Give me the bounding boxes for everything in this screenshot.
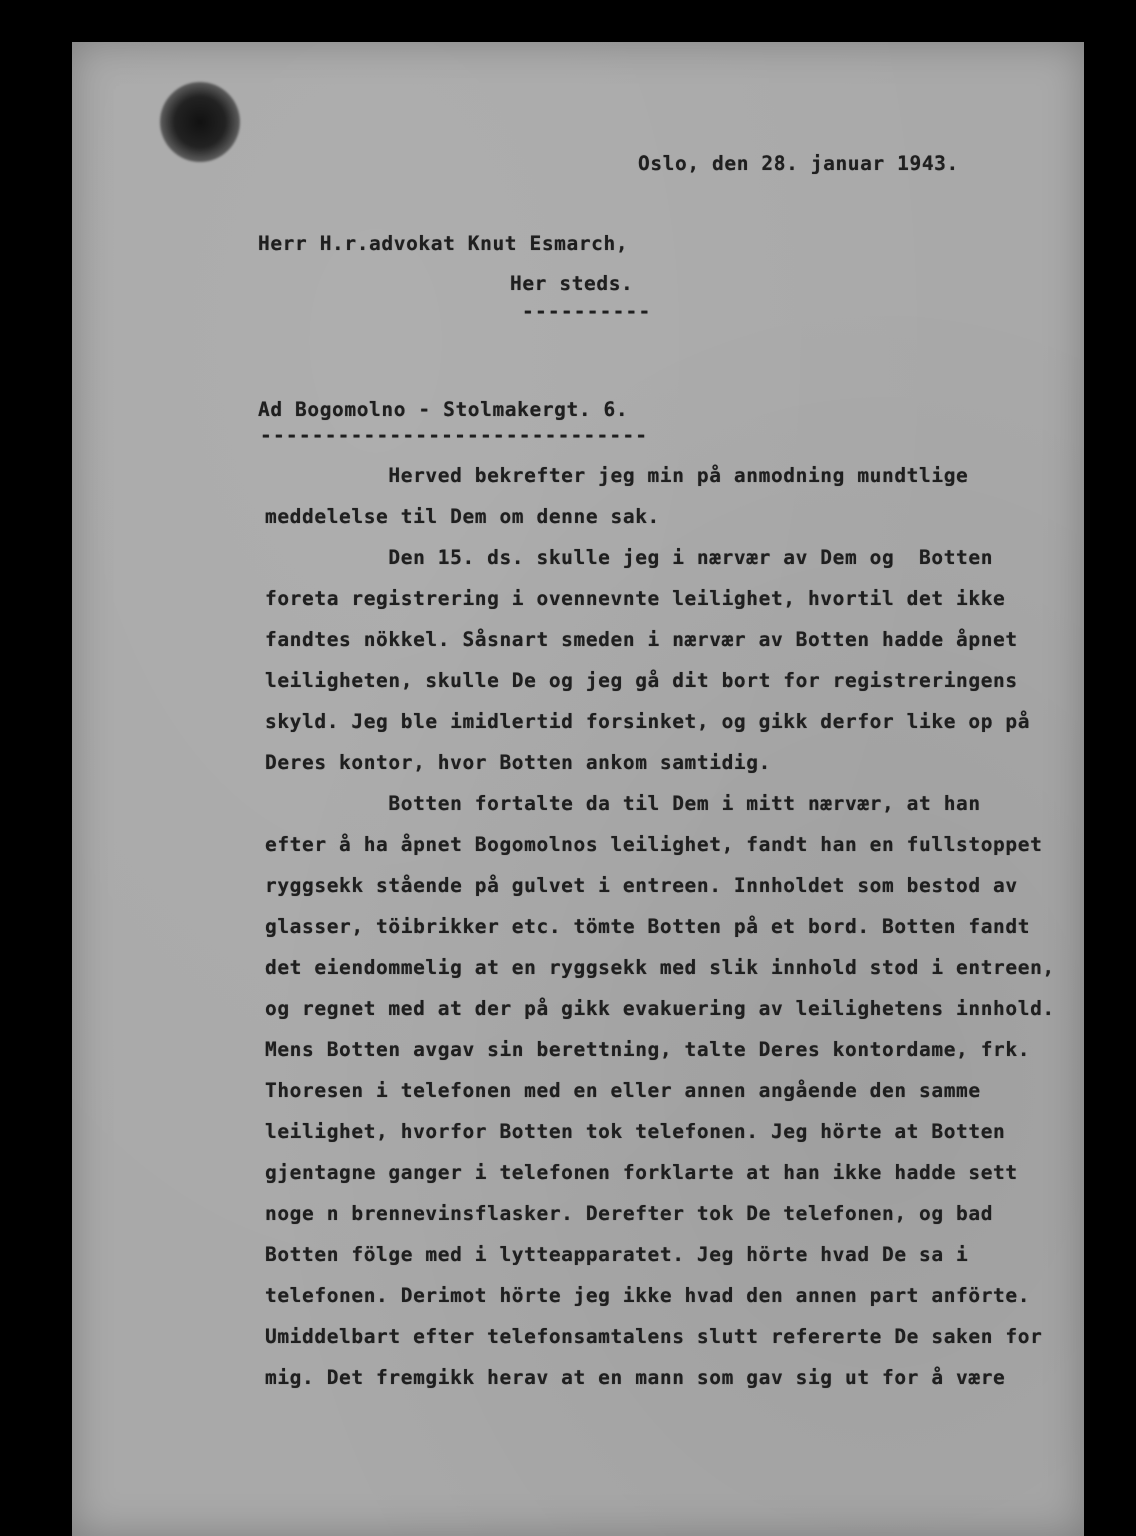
body-line: ryggsekk stående på gulvet i entreen. Innholdet som bestod av	[265, 874, 1018, 897]
body-line: foreta registrering i ovennevnte leilighet, hvortil det ikke	[265, 587, 1006, 610]
subject-line: Ad Bogomolno - Stolmakergt. 6.	[258, 398, 629, 421]
recipient-location: Her steds.	[510, 272, 634, 295]
body-line: mig. Det fremgikk herav at en mann som gav sig ut for å være	[265, 1366, 1006, 1389]
body-line: Mens Botten avgav sin berettning, talte Deres kontordame, frk.	[265, 1038, 1031, 1061]
body-line: Thoresen i telefonen med en eller annen angående den samme	[265, 1079, 981, 1102]
letter-date: Oslo, den 28. januar 1943.	[638, 152, 959, 175]
body-line: glasser, töibrikker etc. tömte Botten på et bord. Botten fandt	[265, 915, 1031, 938]
body-line: Den 15. ds. skulle jeg i nærvær av Dem og Botten	[265, 546, 994, 569]
recipient-name: Herr H.r.advokat Knut Esmarch,	[258, 232, 629, 255]
body-line: leiligheten, skulle De og jeg gå dit bort for registreringens	[265, 669, 1018, 692]
body-line: gjentagne ganger i telefonen forklarte at han ikke hadde sett	[265, 1161, 1018, 1184]
body-line: Umiddelbart efter telefonsamtalens slutt refererte De saken for	[265, 1325, 1043, 1348]
body-line: noge n brennevinsflasker. Derefter tok De telefonen, og bad	[265, 1202, 994, 1225]
body-line: det eiendommelig at en ryggsekk med slik innhold stod i entreen,	[265, 956, 1055, 979]
body-line: efter å ha åpnet Bogomolnos leilighet, fandt han en fullstoppet	[265, 833, 1043, 856]
body-line: Deres kontor, hvor Botten ankom samtidig.	[265, 751, 771, 774]
body-line: fandtes nökkel. Såsnart smeden i nærvær av Botten hadde åpnet	[265, 628, 1018, 651]
body-line: Botten fortalte da til Dem i mitt nærvær, at han	[265, 792, 981, 815]
body-line: og regnet med at der på gikk evakuering av leilighetens innhold.	[265, 997, 1055, 1020]
body-line: leilighet, hvorfor Botten tok telefonen. Jeg hörte at Botten	[265, 1120, 1006, 1143]
subject-underline: ------------------------------	[260, 424, 649, 447]
separator-line: ----------	[522, 300, 652, 323]
body-line: Herved bekrefter jeg min på anmodning mundtlige	[265, 464, 969, 487]
document-page	[72, 42, 1084, 1536]
ink-smudge	[160, 82, 240, 162]
body-line: skyld. Jeg ble imidlertid forsinket, og gikk derfor like op på	[265, 710, 1031, 733]
body-line: Botten fölge med i lytteapparatet. Jeg hörte hvad De sa i	[265, 1243, 969, 1266]
body-line: meddelelse til Dem om denne sak.	[265, 505, 660, 528]
body-line: telefonen. Derimot hörte jeg ikke hvad den annen part anförte.	[265, 1284, 1031, 1307]
